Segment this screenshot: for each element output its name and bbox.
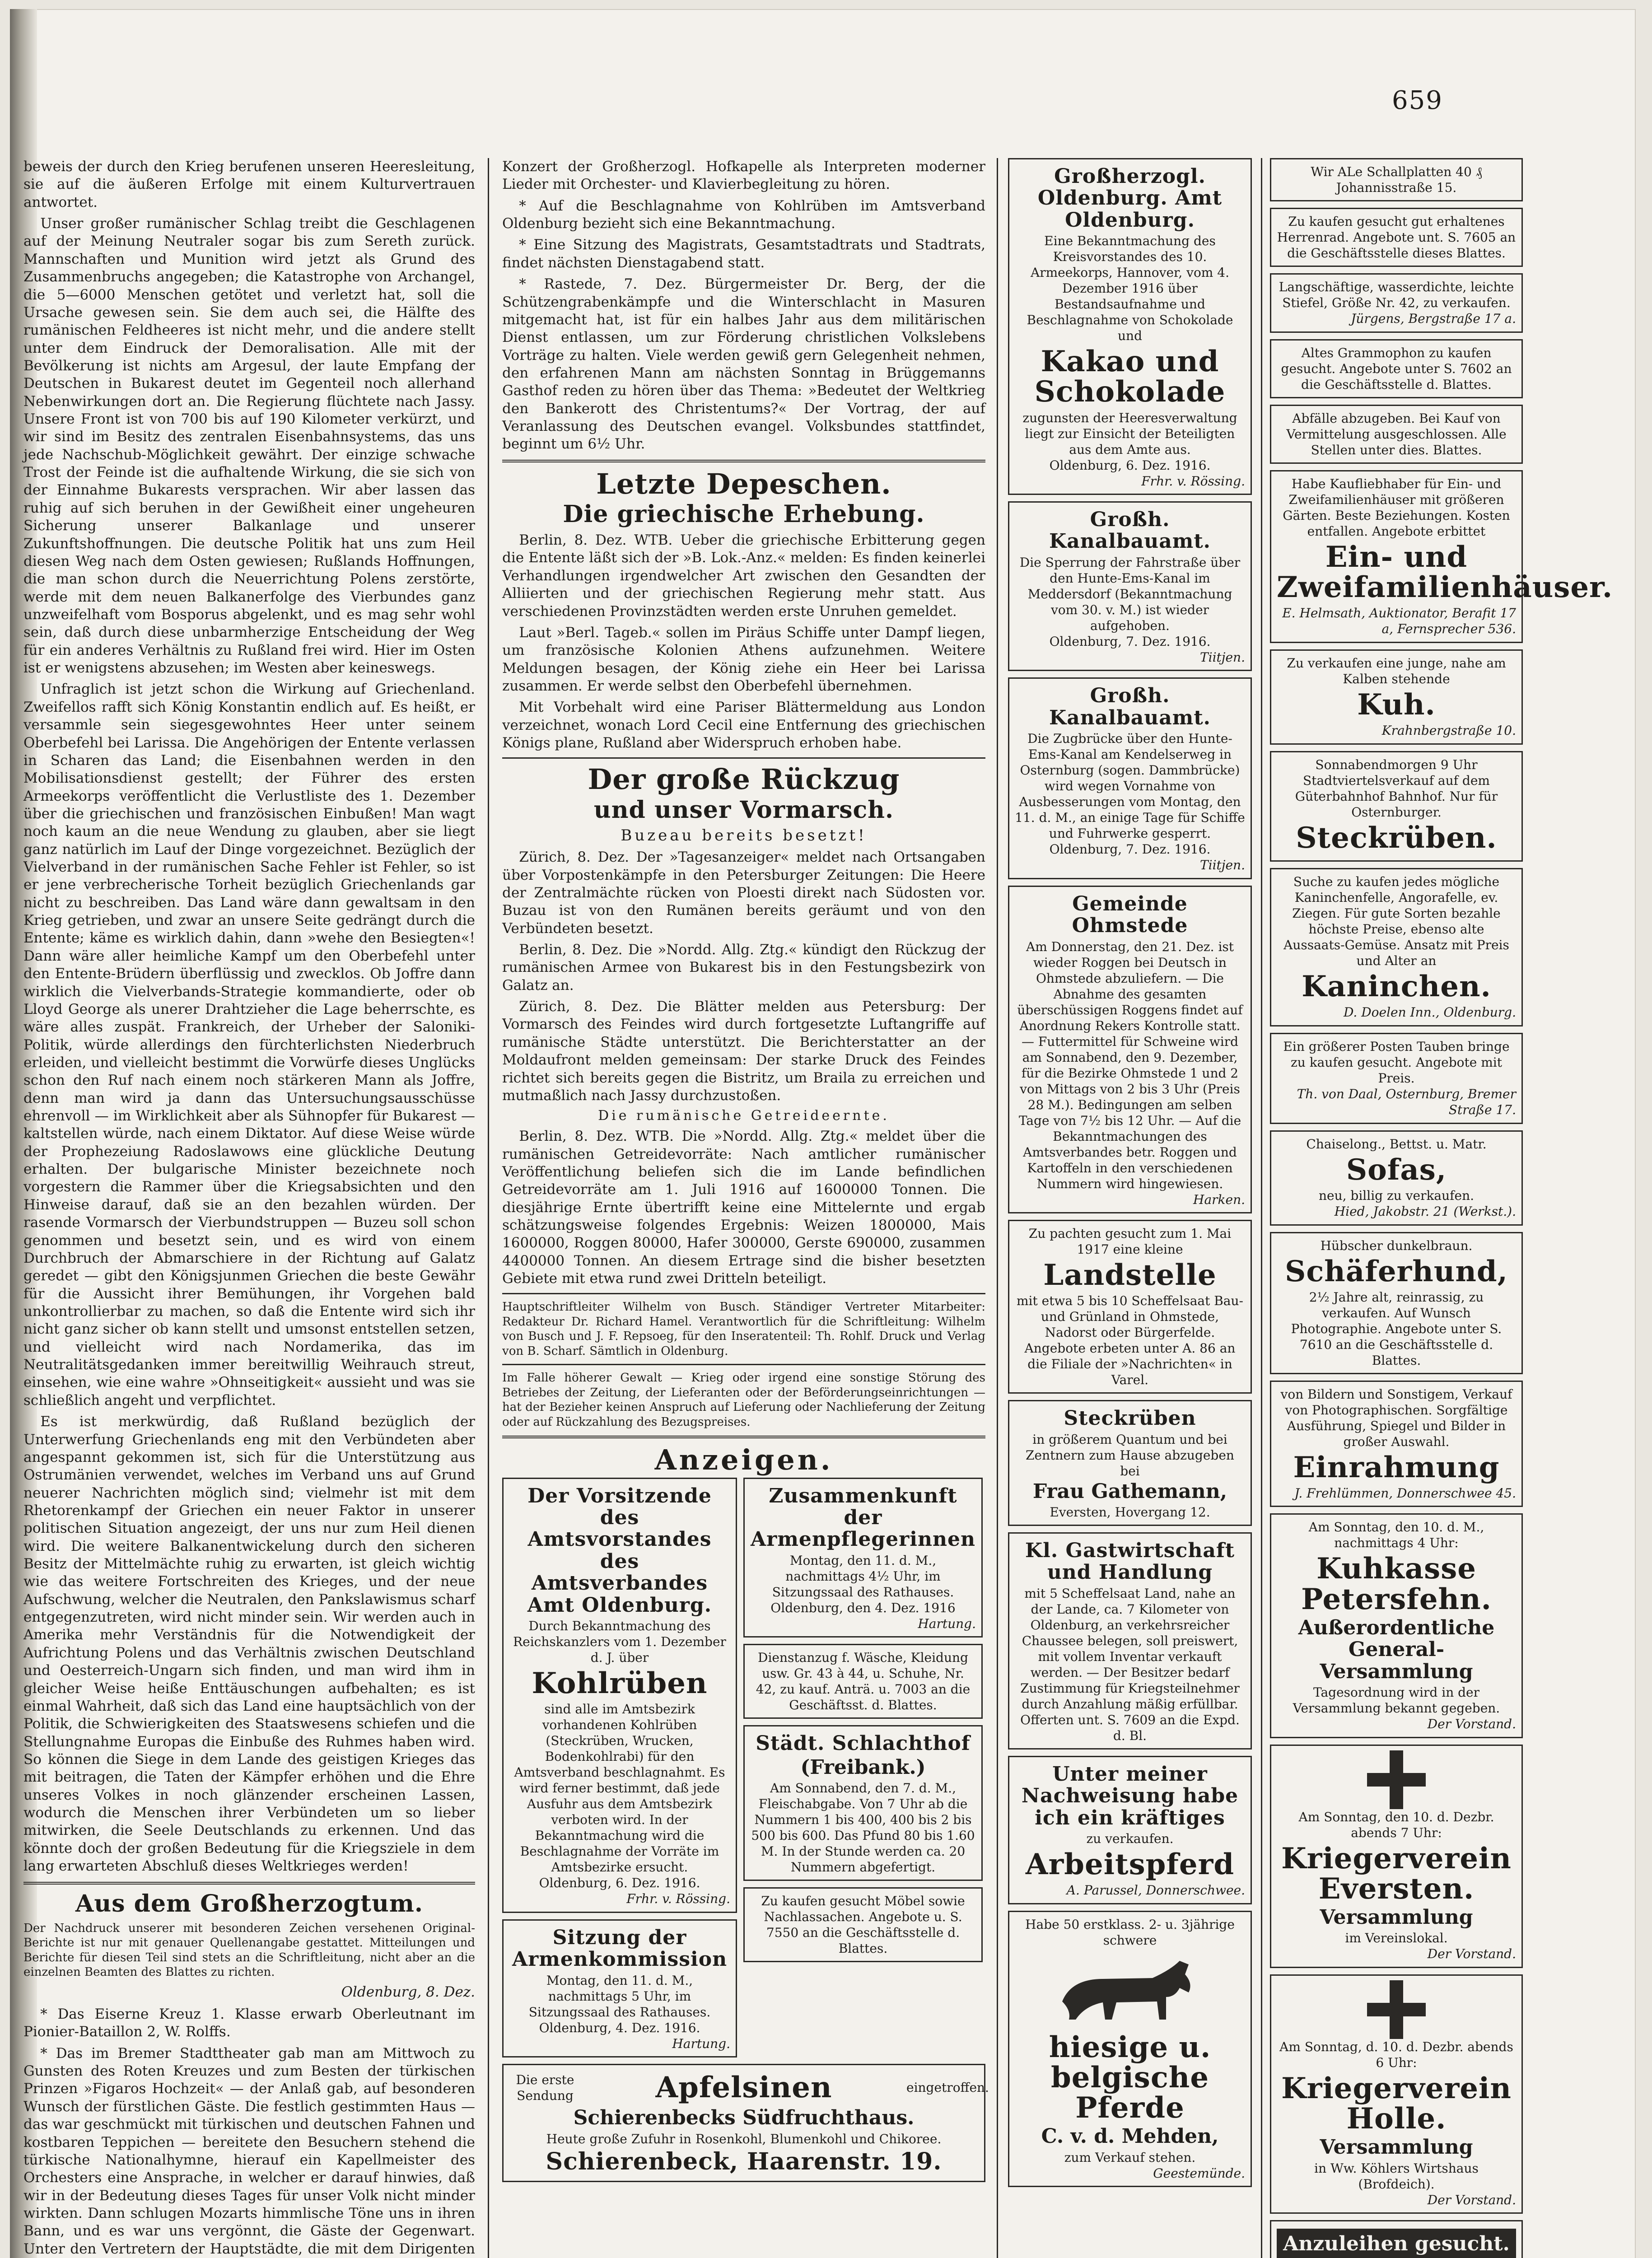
ad-text: Die erste Sendung [516, 2072, 574, 2103]
ad-date: Oldenburg, 4. Dez. 1916. [539, 2020, 700, 2035]
retreat-paragraph: Zürich, 8. Dez. Der »Tagesanzeiger« meldet nach Ortsangaben über Vorpostenkämpfe in den Petersburger Zeitungen: Die Heere der Zentralmächte rücken von Ploesti direkt nach Südosten vor. Buzau ist von den Rumänen bereits geräumt und von den Verbündeten besetzt. [502, 849, 985, 937]
ad-box [1008, 501, 1252, 671]
ad-title: Steckrüben [1064, 1407, 1196, 1430]
ad-signature: A. Parussel, Donnerschwee. [1066, 1883, 1245, 1898]
ad-box [502, 1919, 737, 2057]
column-1 [23, 158, 475, 2258]
ad-text: mit etwa 5 bis 10 Scheffelsaat Bau- und Grünland in Ohmstede, Nadorst oder Bürgerfelde. Angebote erbeten unter A. 86 an die Filiale der »Nachrichten« in Varel. [1017, 1293, 1243, 1388]
ad-headline: Kakao und Schokolade [1034, 345, 1226, 409]
ad-text: Eine Bekanntmachung des Kreisvorstandes des 10. Armeekorps, Hannover, vom 4. Dezember 1916 über Bestandsaufnahme und Beschlagnahme von Schokolade und [1027, 233, 1233, 344]
grain-paragraph: Berlin, 8. Dez. WTB. Die »Nordd. Allg. Ztg.« meldet über die rumänischen Getreidevorräte: Nach amtlicher rumänischer Veröffentlichung beliefen sich die im Lande befindlichen Getreidevorräte am 1. Juli 1916 auf 1600000 Tonnen. Die diesjährige Ernte übertrifft keine eine Mittelernte und ergab schätzungsweise folgendes Ergebnis: Weizen 1800000, Mais 1600000, Roggen 80000, Hafer 300000, Gerste 690000, zusammen 4400000 Tonnen. An diesem Ertrage sind die bisher besetzten Gebiete mit etwa rund zwei Dritteln beteiligt. [502, 1128, 985, 1287]
ad-signature: Tiitjen. [1199, 858, 1245, 873]
dispatch-subtitle: Die griechische Erhebung. [563, 500, 925, 528]
ad-box [1008, 1400, 1252, 1526]
divider [502, 1293, 985, 1294]
ad-title: Großh. Kanalbauamt. [1049, 508, 1211, 553]
ad-title: Großherzogl. Oldenburg. Amt Oldenburg. [1037, 165, 1223, 232]
ad-box [1008, 1220, 1252, 1394]
divider [502, 1364, 985, 1365]
ad-title: Sitzung der Armenkommission [512, 1926, 728, 1971]
ad-headline: Einrahmung [1293, 1450, 1500, 1484]
ad-text: zum Verkauf stehen. [1064, 2150, 1196, 2165]
ad-box [1270, 2220, 1523, 2258]
article-paragraph: Unser großer rumänischer Schlag treibt die Geschlagenen auf der Meinung Neutraler sogar bis zum Sereth zurück. Mannschaften und Munition wird jetzt als Grund des Zusammenbruchs angegeben; die Katastrophe von Archangel, die 5—6000 Menschen getötet und verletzt hat, soll die Ursache gewesen sein. Sie dem auch sei, die Hälfte des rumänischen Feldheeres ist nicht mehr, und die andere stellt unter dem Eindruck der Demoralisation. Alle mit der Bevölkerung ist nichts am Argesul, der laute Empfang der Deutschen in Bukarest deutet im Gegenteil noch allerhand Nebenwirkungen dort an. Die Regierung flüchtete nach Jassy. Unsere Front ist von 700 bis auf 190 Kilometer verkürzt, und wir sind im Besitz des zentralen Eisenbahnsystems, das uns jede Nachschub-Möglichkeit gewährt. Der einzige schwache Trost der Feinde ist die aufhaltende Wirkung, die sie sich von der Einnahme Bukarests versprachen. Wir aber lassen das ruhig auf sich beruhen in der Gewißheit einer ungeheuren Sicherung unserer Balkanlage und unserer Zukunftshoffnungen. Die deutsche Politik hat uns zum Heil diesen Weg nach dem Osten gewiesen; Rußlands Hoffnungen, die man schon durch die Neuerrichtung Polens zerstörte, werde mit dem neuen Balkanerfolge des Vierbundes ganz unzweifelhaft vom Bosporus abgelenkt, und es mag sehr wohl sein, daß durch diese unbarmherzige Entscheidung der Weg für ein anderes Verhältnis zu Rußland frei wird. Hier im Osten ist er wenigstens abzusehen; im Westen aber keineswegs. [23, 215, 475, 676]
ad-text: Am Sonnabend, den 7. d. M., Fleischabgabe. Von 7 Uhr ab die Nummern 1 bis 400, 400 bis 2 bis 500 bis 600. Das Pfund 80 bis 1.60 M. In der Stunde werden ca. 20 Nummern abgefertigt. [751, 1781, 975, 1875]
ad-headline: Arbeitspferd [1025, 1847, 1235, 1881]
dateline: Oldenburg, 8. Dez. [341, 1983, 475, 2000]
ad-date: Oldenburg, 6. Dez. 1916. [539, 1875, 700, 1891]
ad-box [1270, 158, 1523, 201]
column-rule [1261, 158, 1262, 2258]
news-item: * Rastede, 7. Dez. Bürgermeister Dr. Berg, der die Schützengrabenkämpfe und die Winterschlacht in Masuren mitgemacht hat, ist für ein halbes Jahr aus dem militärischen Dienst entlassen, um zur Förderung christlichen Volkslebens Vorträge zu halten. Viele werden gewiß gern Gelegenheit nehmen, den erfahrenen Mann am nächsten Sonntag in Brüggemanns Gasthof reden zu hören über das Thema: »Bedeutet der Weltkrieg den Bankerott des Christentums?« Der Vortrag, der auf Veranlassung des Deutschen evangel. Volksbundes stattfindet, beginnt um 6½ Uhr. [502, 276, 985, 453]
ad-headline: Kaninchen. [1302, 969, 1491, 1003]
ad-signature: Der Vorstand. [1427, 2192, 1516, 2207]
ad-firm: Schierenbecks Südfruchthaus. [573, 2106, 915, 2130]
ad-box [1270, 1745, 1523, 1968]
imprint: Hauptschriftleiter Wilhelm von Busch. Ständiger Vertreter Mitarbeiter: Redakteur Dr. Richard Hamel. Verantwortlich für die Schriftleitung: Wilhelm von Busch und J. F. Repsoeg, für den Inseratenteil: Th. Rohlf. Druck und Verlag von B. Scharf. Sämtlich in Oldenburg. [502, 1300, 985, 1358]
column-3 [1008, 158, 1252, 2193]
news-item: * Eine Sitzung des Magistrats, Gesamtstadtrats und Stadtrats, findet nächsten Dienstagabend statt. [502, 237, 985, 271]
ad-signature: Hartung. [918, 1616, 976, 1631]
retreat-paragraph: Zürich, 8. Dez. Die Blätter melden aus Petersburg: Der Vormarsch des Feindes wird durch fortgesetzte Luftangriffe auf rumänische Städte unterstützt. Die Berichterstatter an der Moldaufront melden gemeinsam: Der starke Druck des Feindes richtet sich bereits gegen die Bistritz, um Braila zu erreichen und mutmaßlich nach Jassy durchzustoßen. [502, 998, 985, 1104]
ad-text: Hübscher dunkelbraun. [1320, 1238, 1473, 1253]
grain-title: Die rumänische Getreideernte. [598, 1108, 890, 1124]
ad-highlight: C. v. d. Mehden, [1041, 2125, 1219, 2148]
ad-text: Durch Bekanntmachung des Reichskanzlers vom 1. Dezember d. J. über [513, 1619, 726, 1665]
column-rule [997, 158, 998, 2258]
ad-signature: J. Frehlümmen, Donnerschwee 45. [1294, 1485, 1516, 1501]
ad-title: Städt. Schlachthof [756, 1732, 971, 1755]
ad-box [743, 1725, 983, 1881]
section-rule [502, 460, 985, 462]
ad-text: im Vereinslokal. [1345, 1931, 1448, 1946]
ad-headline: Kuh. [1357, 688, 1436, 722]
ad-text: Habe 50 erstklass. 2- u. 3jährige schwere [1025, 1917, 1235, 1948]
ad-text: sind alle im Amtsbezirk vorhandenen Kohlrüben (Steckrüben, Wrucken, Bodenkohlrabi) für den Amtsverband beschlagnahmt. Es wird ferner bestimmt, daß jede Ausfuhr aus dem Amtsbezirk verboten wird. In der Bekanntmachung wird die Beschlagnahme der Vorräte im Amtsbezirke ersucht. [514, 1702, 725, 1875]
ad-title: Unter meiner Nachweisung habe ich ein kräftiges [1021, 1762, 1239, 1829]
section-rule [23, 1882, 475, 1885]
ad-box [1270, 1381, 1523, 1507]
ad-text: eingetroffen. [906, 2080, 989, 2095]
news-item: * Auf die Beschlagnahme von Kohlrüben im Amtsverband Oldenburg bezieht sich eine Bekanntmachung. [502, 197, 985, 232]
ad-date: Oldenburg, 7. Dez. 1916. [1049, 634, 1211, 649]
horse-icon [1044, 1952, 1216, 2029]
ad-box [1270, 868, 1523, 1026]
ad-title: Der Vorsitzende des Amtsvorstandes des Amtsverbandes Amt Oldenburg. [527, 1484, 712, 1617]
ad-banner: Anzuleihen gesucht. [1277, 2229, 1516, 2258]
ad-highlight: Frau Gathemann, [1032, 1479, 1227, 1503]
ad-box [1008, 677, 1252, 879]
ad-signature: D. Doelen Inn., Oldenburg. [1343, 1005, 1516, 1020]
ad-signature: Tiitjen. [1199, 649, 1245, 665]
ad-box [1270, 339, 1523, 398]
ad-subtitle: (Freibank.) [800, 1755, 926, 1779]
section-title: Aus dem Großherzogtum. [75, 1889, 423, 1917]
ad-signature: Krahnbergstraße 10. [1381, 723, 1516, 738]
ad-headline: Kriegerverein Eversten. [1281, 1841, 1512, 1906]
ad-address: Schierenbeck, Haarenstr. 19. [546, 2147, 942, 2175]
column-4 [1270, 158, 1613, 2258]
ad-signature: Th. von Daal, Osternburg, Bremer Straße 17. [1297, 1086, 1516, 1118]
ad-text: Zu kaufen gesucht Möbel sowie Nachlassachen. Angebote u. S. 7550 an die Geschäftsstelle d. Blattes. [761, 1894, 965, 1956]
ad-text: Montag, den 11. d. M., nachmittags 4½ Uhr, im Sitzungssaal des Rathauses. [772, 1553, 954, 1600]
news-item: * Das im Bremer Stadttheater gab man am Mittwoch zu Gunsten des Roten Kreuzes und zum Besten der türkischen Prinzen »Figaros Hochzeit« — der Anlaß gab, auf besonderen Wunsch der fürstlichen Gäste. Die festlich gestimmten Haus — das war geschmückt mit türkischen und deutschen Fahnen und kostbaren Teppichen — bereitete den Besuchern stehend die türkische Nationalhymne, hierauf ein Kapellmeister des Orchesters eine Ansprache, in welcher er darauf hinwies, daß wir in der Bedeutung dieses Tages für unser Volk nicht minder wirkten. Dann schlugen Mozarts himmlische Töne uns in ihren Bann, und es war uns vergönnt, die Gäste der Gegenwart. Unter den Vertretern der Hauptstädte, die mit dem Dirigenten [23, 2045, 475, 2257]
ad-text: Sonnabendmorgen 9 Uhr Stadtviertelsverkauf auf dem Güterbahnhof Bahnhof. Nur für Osternburger. [1295, 757, 1498, 820]
ad-box [743, 1887, 983, 1962]
ad-text: Eversten, Hovergang 12. [1050, 1505, 1210, 1520]
ad-headline: Kohlrüben [532, 1666, 708, 1700]
ad-text: Wir ALe Schallplatten 40 ₰ Johannisstraße 15. [1311, 164, 1482, 195]
ad-box [1270, 208, 1523, 267]
ad-text: Suche zu kaufen jedes mögliche Kaninchenfelle, Angorafelle, ev. Ziegen. Für gute Sorten bezahle höchste Preise, ebenso alte Aussaats-Gemüse. Ansatz mit Preis und Alter an [1283, 874, 1509, 968]
ad-text: Am Sonntag, den 10. d. Dezbr. abends 7 Uhr: [1298, 1809, 1494, 1840]
ad-text: neu, billig zu verkaufen. [1318, 1188, 1475, 1203]
ad-date: Oldenburg, 6. Dez. 1916. [1049, 457, 1211, 473]
article-paragraph: beweis der durch den Krieg berufenen unseren Heeresleitung, sie auf die äußeren Erfolge mit einem Kulturvertrauen antwortet. [23, 159, 475, 210]
ad-title: Kl. Gastwirtschaft und Handlung [1025, 1539, 1235, 1584]
ads-left [502, 1478, 737, 2064]
section-note: Der Nachdruck unserer mit besonderen Zeichen versehenen Original-Berichte ist nur mit genauer Quellenangabe gestattet. Mitteilungen und Berichte für diesen Teil sind stets an die Schriftleitung, nicht aber an die einzelnen Beamten des Blattes zu richten. [23, 1921, 475, 1979]
ad-highlight: Versammlung [1320, 2136, 1473, 2159]
newspaper-page [10, 9, 1636, 2258]
ad-text: Am Donnerstag, den 21. Dez. ist wieder Roggen bei Deutsch in Ohmstede abzuliefern. — Die Abnahme des gesamten überschüssigen Roggens findet auf Anordnung Rekers Kontrolle statt. — Futtermittel für Schweine wird am Sonnabend, den 9. Dezember, für die Bezirke Ohmstede 1 und 2 von Mittags von 2 bis 3 Uhr (Preis 28 M.). Bedingungen am selben Tage von 7½ bis 12 Uhr. — Auf die Bekanntmachungen des Amtsverbandes betr. Roggen und Kartoffeln in den verschiedenen Nummern wird hingewiesen. [1017, 939, 1243, 1191]
news-item: * Das Eiserne Kreuz 1. Klasse erwarb Oberleutnant im Pionier-Bataillon 2, W. Rolffs. [23, 2006, 475, 2040]
dispatch-title: Letzte Depeschen. [596, 467, 891, 500]
ad-text: Ein größerer Posten Tauben bringe zu kaufen gesucht. Angebote mit Preis. [1283, 1039, 1510, 1086]
ad-text: 2½ Jahre alt, reinrassig, zu verkaufen. Auf Wunsch Photographie. Angebote unter S. 7610 an die Geschäftsstelle d. Blattes. [1291, 1289, 1502, 1368]
ad-signature: Frhr. v. Rössing. [1141, 473, 1245, 489]
ad-text: in Ww. Köhlers Wirtshaus (Brofdeich). [1314, 2160, 1479, 2192]
ad-headline: Apfelsinen [655, 2071, 832, 2105]
retreat-title: Der große Rückzug [588, 763, 900, 796]
ad-text: Dienstanzug f. Wäsche, Kleidung usw. Gr. 43 à 44, u. Schuhe, Nr. 42, zu kauf. Anträ. u. 7003 an die Geschäftsst. d. Blattes. [756, 1650, 971, 1713]
ad-date: Oldenburg, 7. Dez. 1916. [1049, 842, 1211, 857]
ads-middle [743, 1478, 983, 1969]
ad-text: Zu verkaufen eine junge, nahe am Kalben stehende [1287, 656, 1506, 687]
ad-text: Chaiselong., Bettst. u. Matr. [1306, 1136, 1487, 1152]
ad-box [1008, 158, 1252, 495]
ad-box [1270, 1232, 1523, 1374]
ad-headline: hiesige u. belgische Pferde [1049, 2030, 1211, 2125]
ad-highlight: Versammlung [1320, 1905, 1473, 1929]
ad-headline: Schäferhund, [1285, 1254, 1508, 1288]
ad-signature: Der Vorstand. [1427, 1946, 1516, 1962]
ads-grid [502, 1478, 985, 2064]
ad-headline: Kuhkasse Petersfehn. [1301, 1552, 1492, 1616]
ads-heading: Anzeigen. [654, 1443, 833, 1477]
iron-cross-icon [1367, 1980, 1426, 2039]
ad-title: Gemeinde Ohmstede [1072, 892, 1188, 938]
ad-title: Zusammenkunft der Armenpflegerinnen [751, 1484, 975, 1551]
ad-title: Großh. Kanalbauamt. [1049, 684, 1211, 729]
ad-headline: Kriegerverein Holle. [1281, 2071, 1512, 2136]
ad-text: Die Sperrung der Fahrstraße über den Hunte-Ems-Kanal im Meddersdorf (Bekanntmachung vom 30. v. M.) ist wieder aufgehoben. [1019, 555, 1241, 633]
ad-text: von Bildern und Sonstigem, Verkauf von Photographischen. Sorgfältige Ausführung, Spiegel und Bilder in großer Auswahl. [1280, 1386, 1512, 1449]
news-item: Konzert der Großherzogl. Hofkapelle als Interpreten moderner Lieder mit Orchester- und Klavierbegleitung zu hören. [502, 159, 985, 193]
ad-signature: Jürgens, Bergstraße 17 a. [1351, 311, 1516, 326]
column-rule [488, 158, 489, 2258]
ad-highlight: Außerordentliche General-Versammlung [1298, 1616, 1495, 1683]
ad-signature: Frhr. v. Rössing. [626, 1891, 730, 1907]
ad-box [1008, 1532, 1252, 1749]
ad-signature: Hartung. [672, 2036, 730, 2051]
ad-signature: E. Helmsath, Auktionator, Berafit 17 a, Fernsprecher 536. [1282, 605, 1516, 637]
ad-text: Heute große Zufuhr in Rosenkohl, Blumenkohl und Chikoree. [546, 2131, 942, 2146]
ad-text: Altes Grammophon zu kaufen gesucht. Angebote unter S. 7602 an die Geschäftsstelle d. Blattes. [1281, 345, 1512, 392]
ad-headline: Steckrüben. [1296, 821, 1497, 855]
article-paragraph: Unfraglich ist jetzt schon die Wirkung auf Griechenland. Zweifellos rafft sich König Konstantin endlich auf. Es heißt, er versammle sein siegesgewohntes Heer unter seinem Oberbefehl bei Larissa. Die Angehörigen der Entente verlassen in Scharen das Land; die Eisenbahnen werden in den Mobilisationsdienst gestellt; der Führer des ersten Armeekorps veröffentlicht die Verlustliste des 1. Dezember über die griechischen und französischen Einbußen! Man wagt noch kaum an die neue Wendung zu glauben, aber sie liegt ganz natürlich im Lauf der Dinge vorgezeichnet. Bezüglich der Vielverband in der rumänischen Sache Fehler ist Fehler, so ist er jene verbrecherische Torheit bezüglich Griechenlands gar nicht zu beschreiben. Das Land wäre dann gewaltsam in den Krieg getrieben, und zwar an unsere Seite gedrängt durch die Entente; käme es wirklich dahin, dann »wehe den Besiegten«! Dann wäre aller heimliche Kampf um den Oberbefehl unter den Entente-Brüdern überflüssig und zwecklos. Ob Joffre dann wirklich die Vielverbands-Strategie kommandierte, oder ob Lloyd George als unerer Drahtzieher die Lage beherrschte, es wäre alles zuspät. Frankreich, der Urheber der Saloniki-Politik, würde allerdings den fürchterlichsten Niederbruch erleiden, und vielleicht bestimmt die Vorwürfe dieses Unglücks schon den Ruf nach einem noch stärkeren Mann als Joffre, denn man wird ja dann das Untersuchungsausschüsse ehrenvoll — im Wirklichkeit aber als Sühnopfer für Bukarest — kaltstellen würde, nach einem Diktator. Auf diese Weise würde der Prophezeiung Radoslawows eine glückliche Deutung erhalten. Der bulgarische Minister bezeichnete noch vorgestern die Rammer über die Kriegsabsichten und den Hinweise darauf, daß sie an den bezahlen würden. Der rasende Vormarsch der Vierbundstruppen — Buzeu soll schon genommen und besetzt sein, und es wird von einem Durchbruch der Abmarschiere in der Richtung auf Galatz geredet — gibt den Königsjunmen Griechen die beste Gewähr für die Aussicht ihrer Bemühungen, ihr Vorgehen bald unkontrollierbar zu machen, so daß die Entente wird sich ihr nicht ganz sicher ob kann stellt und umsonst entstellen setzen, und vielleicht wird nach Nordamerika, das im Neutralitätsgedanken immer bereitwillig Weihrauch streut, einsehen, wie eine wahre »Ohnseitigkeit« aussieht und was sie schließlich angeht und verpflichtet. [23, 681, 475, 1409]
ad-text: Zu pachten gesucht zum 1. Mai 1917 eine kleine [1028, 1226, 1232, 1257]
page-number: 659 [1392, 86, 1443, 115]
ad-text: Abfälle abzugeben. Bei Kauf von Vermittelung ausgeschlossen. Alle Stellen unter dies. Blattes. [1286, 411, 1507, 457]
ad-apfelsinen-row [509, 2070, 989, 2105]
ad-apfelsinen [502, 2064, 989, 2182]
ad-box [1270, 1513, 1523, 1738]
ad-text: Die Zugbrücke über den Hunte-Ems-Kanal am Kendelserweg in Osternburg (sogen. Dammbrücke) wird wegen Vornahme von Ausbesserungen vom Montag, den 11. d. M., an einige Tage für Schiffe und Fuhrwerke gesperrt. [1015, 731, 1245, 841]
ad-signature: Der Vorstand. [1427, 1716, 1516, 1731]
ad-box [1270, 1130, 1523, 1226]
ad-text: Montag, den 11. d. M., nachmittags 5 Uhr, im Sitzungssaal des Rathauses. [528, 1973, 711, 2020]
dispatch-paragraph: Laut »Berl. Tageb.« sollen im Piräus Schiffe unter Dampf liegen, um französische Kolonien Athens aufzunehmen. Weitere Meldungen besagen, der König ziehe ein Heer bei Larissa zusammen. Er werde selbst den Oberbefehl übernehmen. [502, 624, 985, 694]
ad-box [1270, 273, 1523, 333]
ad-box [1270, 1974, 1523, 2214]
ad-text: zu verkaufen. [1086, 1831, 1174, 1846]
retreat-subtitle: und unser Vormarsch. [593, 796, 894, 824]
ad-text: in größerem Quantum und bei Zentnern zum Hause abzugeben bei [1026, 1432, 1234, 1479]
ad-box [1270, 1033, 1523, 1124]
ad-box [1008, 886, 1252, 1213]
ad-text: Langschäftige, wasserdichte, leichte Stiefel, Größe Nr. 42, zu verkaufen. [1279, 280, 1514, 310]
retreat-paragraph: Berlin, 8. Dez. Die »Nordd. Allg. Ztg.« kündigt den Rückzug der rumänischen Armee von Bukarest bis in den Festungsbezirk von Galatz an. [502, 942, 985, 994]
ad-box [1008, 1911, 1252, 2188]
ad-date: Oldenburg, den 4. Dez. 1916 [770, 1600, 956, 1615]
ad-text: Am Sonntag, den 10. d. M., nachmittags 4 Uhr: [1308, 1520, 1484, 1551]
ad-box [1008, 1756, 1252, 1904]
section-rule [502, 1436, 985, 1438]
ad-text: mit 5 Scheffelsaat Land, nahe an der Lande, ca. 7 Kilometer von Oldenburg, an verkehrsreicher Chaussee belegen, soll preiswert, mit vollem Inventar verkauft werden. — Der Besitzer bedarf Zustimmung für Kriegsteilnehmer durch Anzahlung mäßig erfüllbar. Offerten unt. S. 7609 an die Expd. d. Bl. [1020, 1586, 1240, 1743]
ad-signature: Harken. [1193, 1192, 1245, 1207]
force-majeure-note: Im Falle höherer Gewalt — Krieg oder irgend eine sonstige Störung des Betriebes der Zeitung, der Lieferanten oder der Beförderungseinrichtungen — hat der Bezieher keinen Anspruch auf Lieferung oder Nachlieferung der Zeitung oder auf Rückzahlung des Bezugspreises. [502, 1371, 985, 1429]
ad-box [1270, 649, 1523, 745]
ad-box [743, 1644, 983, 1719]
article-paragraph: Es ist merkwürdig, daß Rußland bezüglich der Unterwerfung Griechenlands eng mit den Verbündeten aber angespannt gekommen ist, sich für die Unterstützung aus Ostrumänien verwendet, welches im Verband uns auf Grund neuerer Nachrichten möglich sind; vielmehr ist mit dem Rhetorenkampf der Griechen ein neuer Faktor in unserer politischen Situation angezeigt, der uns nur zum Heil dienen wird. Die weitere Balkanentwickelung durch den sicheren Besitz der Mittelmächte ruhig zu erwarten, ist gleich wichtig wie das weitere Fortschreiten des Krieges, und der neue Aufschwung, welcher die Neutralen, den Pankslawismus scharf entgegenzutreten, wird nicht minder sein. Wir werden auch in Amerika mehr Verständnis für die Notwendigkeit der Aufrichtung Polens und das Verhältnis zwischen Deutschland und Oesterreich-Ungarn sich finden, und man wird ihm in gleicher Weise heiße Enttäuschungen aufbehalten; es ist einmal Wahrheit, daß sich das Land eine hauptsächlich von der Politik, die Schwierigkeiten des Staatswesens schiefen und die Stellungnahme Europas die Einbuße des Ruhmes haben wird. So können die Siege in dem Lande des geistigen Krieges das mit beitragen, die Taten der Kämpfer erhöhen und die Ehre unseres Volkes in noch glänzender erscheinen Lassen, wodurch die Menschen ihrer Verbündeten um so lieber mitwirken, die Seele Deutschlands zu erkennen. Und das könnte doch der großen Bedeutung für die Kriegsziele in dem lang erwarteten Abschluß dieses Weltkrieges werden! [23, 1414, 475, 1875]
ad-text: Tagesordnung wird in der Versammlung bekannt gegeben. [1293, 1684, 1500, 1716]
ad-text: Habe Kaufliebhaber für Ein- und Zweifamilienhäuser mit größeren Gärten. Beste Beziehungen. Kosten entfallen. Angebote erbittet [1283, 476, 1510, 539]
ad-text: zugunsten der Heeresverwaltung liegt zur Einsicht der Beteiligten aus dem Amte aus. [1022, 410, 1237, 457]
retreat-subtitle-2: Buzeau bereits besetzt! [621, 826, 867, 844]
ad-box [1270, 405, 1523, 464]
ad-headline: Sofas, [1346, 1152, 1447, 1187]
ad-headline: Ein- und Zweifamilienhäuser. [1277, 540, 1613, 604]
ad-box [1270, 751, 1523, 862]
dispatch-paragraph: Mit Vorbehalt wird eine Pariser Blättermeldung aus London verzeichnet, wonach Lord Cecil eine Entfernung des griechischen Königs plane, Rußland aber Widerspruch erhoben habe. [502, 699, 985, 751]
divider [502, 757, 985, 759]
ad-box [1270, 470, 1613, 643]
column-2 [502, 158, 989, 2188]
ad-box [743, 1478, 983, 1638]
ad-signature: Hied, Jakobstr. 21 (Werkst.). [1334, 1204, 1516, 1219]
ad-headline: Landstelle [1043, 1258, 1217, 1292]
ad-text: Am Sonntag, d. 10. d. Dezbr. abends 6 Uhr: [1279, 2039, 1513, 2070]
ad-signature: Geestemünde. [1153, 2165, 1245, 2181]
iron-cross-icon [1367, 1750, 1426, 1809]
ad-box [502, 1478, 737, 1913]
ad-text: Zu kaufen gesucht gut erhaltenes Herrenrad. Angebote unt. S. 7605 an die Geschäftsstelle dieses Blattes. [1277, 214, 1516, 261]
dispatch-paragraph: Berlin, 8. Dez. WTB. Ueber die griechische Erbitterung gegen die Entente läßt sich der »B. Lok.-Anz.« melden: Es finden keinerlei Verhandlungen irgendwelcher Art zwischen den Gesandten der Alliierten und der griechischen Regierung mehr statt. Aus verschiedenen Provinzstädten werden erste Unruhen gemeldet. [502, 532, 985, 620]
